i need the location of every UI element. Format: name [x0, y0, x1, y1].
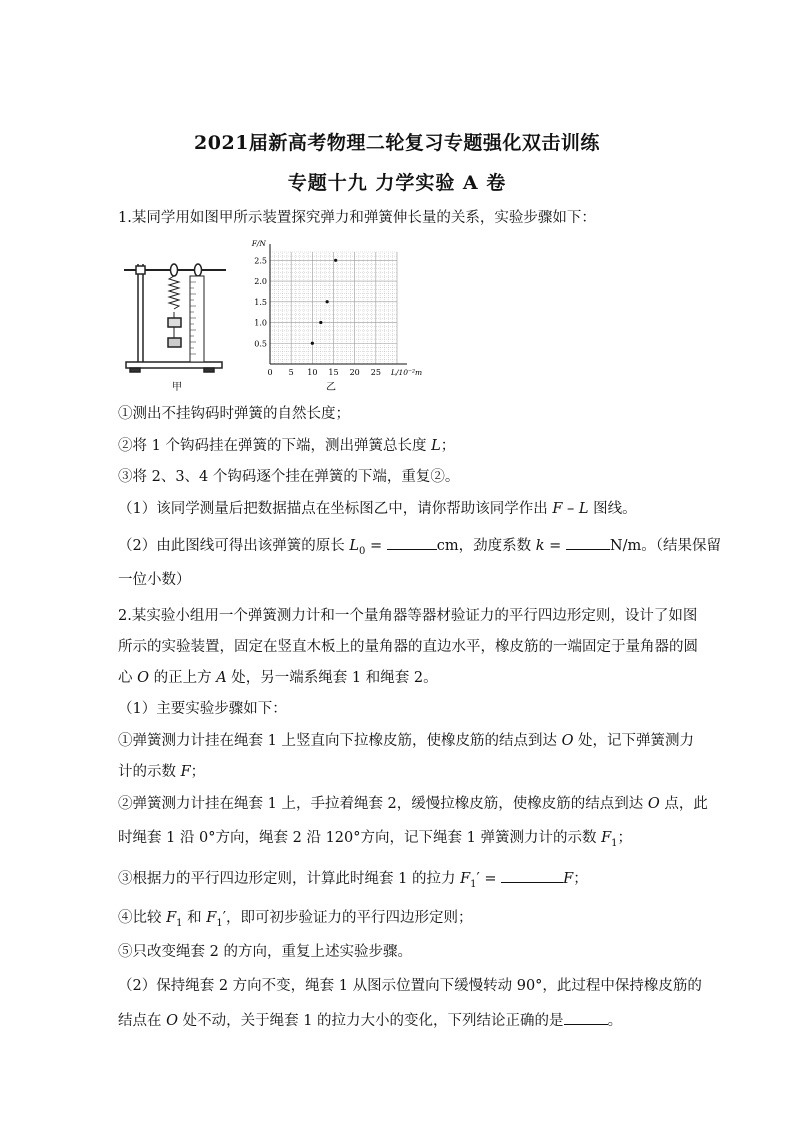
fig-label-jia: 甲	[172, 382, 182, 393]
figure-svg	[118, 236, 423, 396]
y-tick-label: 0.5	[254, 339, 267, 349]
q2-part2-cont	[118, 1010, 678, 1031]
data-point	[326, 300, 329, 303]
x-tick-label: 10	[307, 368, 318, 377]
q2-step1-b: 处，记下弹簧测力	[573, 733, 695, 749]
q2-step2-F: F	[601, 830, 612, 846]
answer-blank-choice[interactable]	[564, 1010, 608, 1025]
q2-step1	[118, 731, 695, 751]
q2-step4-b: 和	[182, 910, 207, 926]
q2-step4	[118, 908, 678, 934]
apparatus-illustration	[124, 264, 226, 372]
q1-part2-eq2: =	[544, 538, 566, 554]
x-tick-label: 5	[288, 368, 294, 377]
q1-part2-sub: 0	[358, 545, 366, 557]
q2-step1-d: ；	[190, 764, 206, 780]
q2-step2	[118, 794, 708, 814]
q1-step1: ①测出不挂钩码时弹簧的自然长度；	[118, 406, 350, 422]
q1-step2-end: ；	[440, 438, 456, 454]
q2-step2-O: O	[647, 796, 660, 812]
q1-intro: 1.某同学用如图甲所示装置探究弹力和弹簧伸长量的关系，实验步骤如下：	[118, 210, 596, 226]
q1-step2-var: L	[431, 438, 441, 454]
q1-step2-text: ②将 1 个钩码挂在弹簧的下端，测出弹簧总长度	[118, 438, 432, 454]
q1-part2-k: k	[535, 538, 545, 554]
q2-step4-F: F	[166, 910, 177, 926]
chart-yi	[251, 239, 422, 377]
y-tick-label: 2.5	[254, 256, 267, 266]
q2-line3-O: O	[137, 670, 149, 686]
answer-blank-L0[interactable]	[387, 535, 437, 550]
x-tick-label: 20	[349, 368, 360, 377]
data-point	[311, 342, 314, 345]
q2-step1-O: O	[561, 733, 574, 749]
q2-step5: ⑤只改变绳套 2 的方向，重复上述实验步骤。	[118, 944, 412, 960]
q2-step1-F: F	[180, 764, 191, 780]
page-title: 2021届新高考物理二轮复习专题强化双击训练	[194, 132, 600, 154]
q2-line3-c: 处，另一端系绳套 1 和绳套 2。	[226, 670, 438, 686]
q1-part2-eq: =	[365, 538, 387, 554]
q1-part2-text: （2）由此图线可得出该弹簧的原长	[118, 538, 350, 554]
page-subtitle: 专题十九 力学实验 A 卷	[287, 172, 507, 194]
y-tick-label: 1.5	[254, 297, 267, 307]
q2-step4-prime: ′	[222, 910, 226, 926]
answer-blank-k[interactable]	[566, 535, 610, 550]
x-tick-label: 25	[370, 368, 381, 377]
q2-step2-sub: 1	[611, 837, 618, 849]
q2-step4-sub2: 1	[216, 917, 223, 929]
x-tick-label: 15	[328, 368, 339, 377]
x-tick-label: 0	[267, 368, 273, 377]
q2-step3	[118, 868, 678, 895]
q2-line3-a: 心	[118, 670, 138, 686]
answer-blank-F1prime[interactable]	[501, 868, 563, 883]
q2-part2-c: 处不动，关于绳套 1 的拉力大小的变化，下列结论正确的是	[178, 1013, 564, 1029]
q2-step4-sub: 1	[176, 917, 183, 929]
q2-step2-a: ②弹簧测力计挂在绳套 1 上，手拉着绳套 2，缓慢拉橡皮筋，使橡皮筋的结点到达	[118, 796, 648, 812]
q1-part2-unit: cm，劲度系数	[436, 538, 536, 554]
data-point	[334, 259, 337, 262]
q2-step3-F: F	[460, 871, 471, 887]
q2-line3-b: 的正上方	[149, 670, 217, 686]
q1-part1-var: F – L	[552, 501, 589, 517]
q2-step3-sub: 1	[470, 878, 477, 890]
q2-line1: 2.某实验小组用一个弹簧测力计和一个量角器等器材验证力的平行四边形定则，设计了如图	[118, 608, 698, 624]
q2-line3	[118, 668, 678, 688]
q2-step4-c: ，即可初步验证力的平行四边形定则；	[226, 910, 473, 926]
q2-line2: 所示的实验装置，固定在竖直木板上的量角器的直边水平，橡皮筋的一端固定于量角器的圆	[118, 639, 698, 655]
q2-step3-c: ；	[573, 871, 588, 887]
q2-step2-cont	[118, 828, 678, 854]
q2-step3-a: ③根据力的平行四边形定则，计算此时绳套 1 的拉力	[118, 871, 461, 887]
q1-part1-end: 图线。	[588, 501, 637, 517]
q2-part2-O: O	[166, 1013, 178, 1029]
q1-step3: ③将 2、3、4 个钩码逐个挂在弹簧的下端，重复②。	[118, 469, 460, 485]
q2-step2-d: ；	[617, 830, 632, 846]
q2-step4-a: ④比较	[118, 910, 167, 926]
q2-part1: （1）主要实验步骤如下：	[118, 701, 287, 717]
q2-step4-F2: F	[206, 910, 217, 926]
data-point	[319, 321, 322, 324]
q1-part2-var: L	[349, 538, 359, 554]
q2-part2: （2）保持绳套 2 方向不变，绳套 1 从图示位置向下缓慢转动 90°，此过程中保持橡皮筋的	[118, 978, 702, 994]
q2-part2-b: 结点在	[118, 1013, 167, 1029]
q2-step1-cont	[118, 762, 678, 782]
q1-part1-text: （1）该同学测量后把数据描点在坐标图乙中，请你帮助该同学作出	[118, 501, 553, 517]
x-axis-label: L/10⁻²m	[391, 368, 423, 377]
q2-line3-A: A	[216, 670, 227, 686]
q2-step1-a: ①弹簧测力计挂在绳套 1 上竖直向下拉橡皮筋，使橡皮筋的结点到达	[118, 733, 562, 749]
q1-part2	[118, 535, 721, 562]
y-tick-label: 1.0	[254, 318, 267, 328]
q1-part2-unit2: N/m。（结果保留	[609, 538, 721, 554]
q2-step3-F2: F	[563, 871, 574, 887]
q1-figures	[118, 236, 423, 400]
y-axis-label: F/N	[251, 239, 266, 248]
y-tick-label: 2.0	[254, 277, 267, 287]
q2-step1-c: 计的示数	[118, 764, 181, 780]
q2-step3-prime: ′	[476, 871, 480, 887]
q1-part1	[118, 499, 678, 519]
q1-step2	[118, 436, 678, 456]
q1-part2-cont: 一位小数）	[118, 572, 191, 588]
q2-step2-b: 点，此	[659, 796, 708, 812]
q2-step2-c: 时绳套 1 沿 0°方向，绳套 2 沿 120°方向，记下绳套 1 弹簧测力计的示数	[118, 830, 602, 846]
q2-part2-d: 。	[607, 1013, 623, 1029]
fig-label-yi: 乙	[326, 382, 336, 393]
q2-step3-eq: =	[479, 871, 502, 887]
